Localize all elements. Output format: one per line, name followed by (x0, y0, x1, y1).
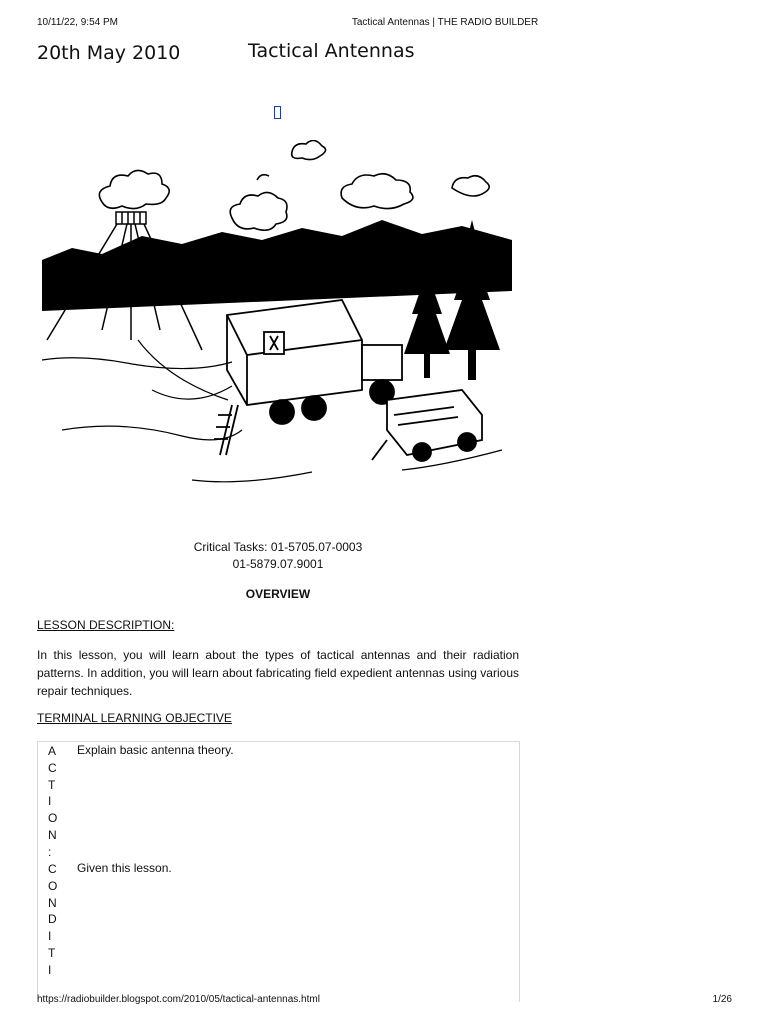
critical-tasks-line-2: 01-5879.07.9001 (232, 557, 324, 571)
critical-tasks-line-1: Critical Tasks: 01-5705.07-0003 (193, 540, 363, 554)
label-letter: O (48, 878, 58, 893)
terminal-learning-objective-heading: TERMINAL LEARNING OBJECTIVE (37, 711, 232, 725)
label-letter: D (48, 912, 57, 927)
label-letter: C (48, 760, 57, 775)
print-page-title: Tactical Antennas | THE RADIO BUILDER (351, 17, 539, 28)
label-letter: T (48, 777, 56, 792)
print-url: https://radiobuilder.blogspot.com/2010/05/tactical-antennas.html (37, 994, 320, 1005)
tactical-antenna-illustration (42, 140, 512, 505)
label-letter: I (48, 794, 52, 809)
label-letter: I (48, 962, 52, 977)
action-text: Explain basic antenna theory. (77, 743, 234, 757)
label-letter: : (48, 844, 52, 859)
print-datetime: 10/11/22, 9:54 PM (37, 17, 118, 28)
label-letter: T (48, 945, 56, 960)
post-date: 20th May 2010 (37, 42, 181, 64)
cloud-group (99, 140, 489, 230)
label-letter: N (48, 895, 57, 910)
label-letter: O (48, 811, 58, 826)
label-letter: C (48, 862, 57, 876)
lesson-description-text: In this lesson, you will learn about the types of tactical antennas and their radiation patterns. In addition, you will learn about fabricating field expedient antennas using various repair techniques. (37, 648, 519, 698)
mountain-range (42, 220, 512, 310)
lesson-description-heading: LESSON DESCRIPTION: (37, 618, 175, 632)
shelter-truck (214, 300, 402, 455)
post-title: Tactical Antennas (248, 40, 415, 62)
print-page-number: 1/26 (712, 994, 732, 1005)
overview-heading: OVERVIEW (245, 587, 311, 601)
broken-image-icon[interactable] (274, 106, 281, 119)
label-letter: I (48, 929, 52, 944)
label-letter: A (48, 744, 57, 758)
label-letter: N (48, 827, 57, 842)
objective-table (37, 741, 520, 1002)
condition-text: Given this lesson. (77, 861, 172, 875)
action-label (48, 743, 62, 861)
trailer-vehicle (372, 390, 482, 461)
condition-label (48, 861, 62, 979)
